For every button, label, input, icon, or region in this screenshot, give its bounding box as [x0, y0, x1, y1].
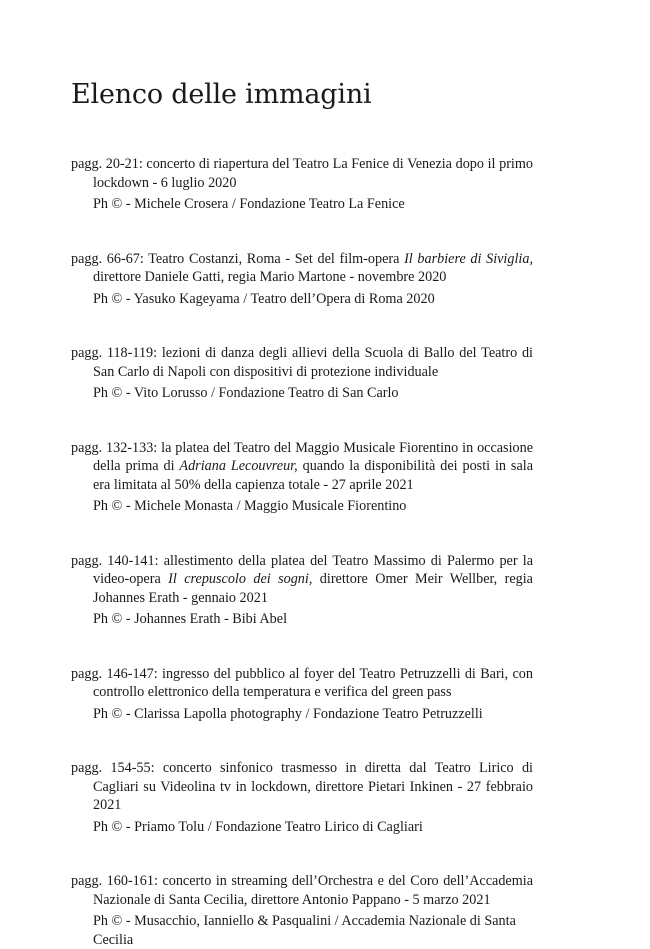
- entry-text: concerto di riapertura del Teatro La Fenice di Venezia dopo il primo lockdown - 6 luglio 2020: [93, 156, 534, 191]
- list-item: [71, 155, 533, 214]
- entry-text: Teatro Costanzi, Roma - Set del film-opera: [143, 250, 405, 267]
- entry-pages: pagg. 146-147:: [71, 665, 158, 682]
- entry-description: [71, 759, 533, 815]
- entry-description: [71, 872, 533, 909]
- list-item: [71, 344, 533, 403]
- list-item: [71, 250, 533, 309]
- entry-description: [71, 665, 533, 702]
- entry-pages: pagg. 66-67:: [71, 250, 144, 267]
- entry-text: lezioni di danza degli allievi della Scuola di Ballo del Teatro di San Carlo di Napoli con dispositivi di protezione individuale: [93, 345, 533, 380]
- divider: [71, 214, 533, 250]
- entry-italic-title: Il barbiere di Siviglia,: [404, 250, 533, 267]
- list-item: [71, 552, 533, 629]
- entry-italic-title: Il crepuscolo dei sogni,: [168, 571, 313, 587]
- list-item: [71, 872, 533, 949]
- entry-credit: Ph © - Johannes Erath - Bibi Abel: [93, 611, 288, 627]
- page-title: Elenco delle immagini: [71, 79, 372, 110]
- entry-description: [71, 155, 533, 192]
- image-list: [71, 155, 533, 949]
- entry-pages: pagg. 118-119:: [71, 345, 158, 361]
- entry-credit: Ph © - Yasuko Kageyama / Teatro dell’Opera di Roma 2020: [93, 290, 435, 307]
- divider: [71, 516, 533, 552]
- entry-credit: Ph © - Michele Monasta / Maggio Musicale Fiorentino: [93, 498, 407, 514]
- entry-credit: Ph © - Priamo Tolu / Fondazione Teatro Lirico di Cagliari: [93, 818, 423, 835]
- divider: [71, 836, 533, 872]
- entry-pages: pagg. 132-133:: [71, 439, 158, 456]
- list-item: [71, 439, 533, 516]
- entry-text: concerto sinfonico trasmesso in diretta dal Teatro Lirico di Cagliari su Videolina tv in lockdown, direttore Pietari Inkinen - 27 febbraio 2021: [93, 760, 533, 813]
- entry-description: [71, 552, 533, 608]
- entry-text-after: direttore Daniele Gatti, regia Mario Martone - novembre 2020: [93, 269, 447, 285]
- entry-pages: pagg. 160-161:: [71, 873, 158, 889]
- entry-text: concerto in streaming dell’Orchestra e del Coro dell’Accademia Nazionale di Santa Cecilia, direttore Antonio Pappano - 5 marzo 2021: [93, 873, 533, 908]
- divider: [71, 403, 533, 439]
- divider: [71, 308, 533, 344]
- entry-text: allestimento della platea del Teatro Massimo di Palermo per la video-opera: [93, 552, 533, 587]
- entry-description: [71, 439, 533, 495]
- entry-pages: pagg. 20-21:: [71, 156, 143, 172]
- entry-credit: Ph © - Michele Crosera / Fondazione Teatro La Fenice: [93, 196, 405, 212]
- entry-pages: pagg. 140-141:: [71, 552, 159, 569]
- entry-italic-title: Adriana Lecouvreur,: [179, 458, 298, 474]
- entry-credit: Ph © - Clarissa Lapolla photography / Fondazione Teatro Petruzzelli: [93, 705, 483, 722]
- entry-text: la platea del Teatro del Maggio Musicale Fiorentino in occasione della prima di: [93, 439, 534, 474]
- entry-credit: Ph © - Musacchio, Ianniello & Pasqualini / Accademia Nazionale di Santa Cecilia: [93, 913, 516, 948]
- divider: [71, 629, 533, 665]
- divider: [71, 723, 533, 759]
- entry-description: [71, 250, 533, 287]
- entry-pages: pagg. 154-55:: [71, 760, 155, 776]
- list-item: [71, 759, 533, 836]
- list-item: [71, 665, 533, 724]
- document-page: [71, 78, 533, 949]
- entry-text-after: quando la disponibilità dei posti in sala era limitata al 50% della capienza totale - 27 aprile 2021: [93, 458, 533, 493]
- entry-text: ingresso del pubblico al foyer del Teatro Petruzzelli di Bari, con controllo elettronico della temperatura e verifica del green pass: [93, 665, 533, 700]
- entry-text-after: direttore Omer Meir Wellber, regia Johannes Erath - gennaio 2021: [93, 571, 533, 606]
- entry-description: [71, 344, 533, 381]
- entry-credit: Ph © - Vito Lorusso / Fondazione Teatro di San Carlo: [93, 385, 399, 401]
